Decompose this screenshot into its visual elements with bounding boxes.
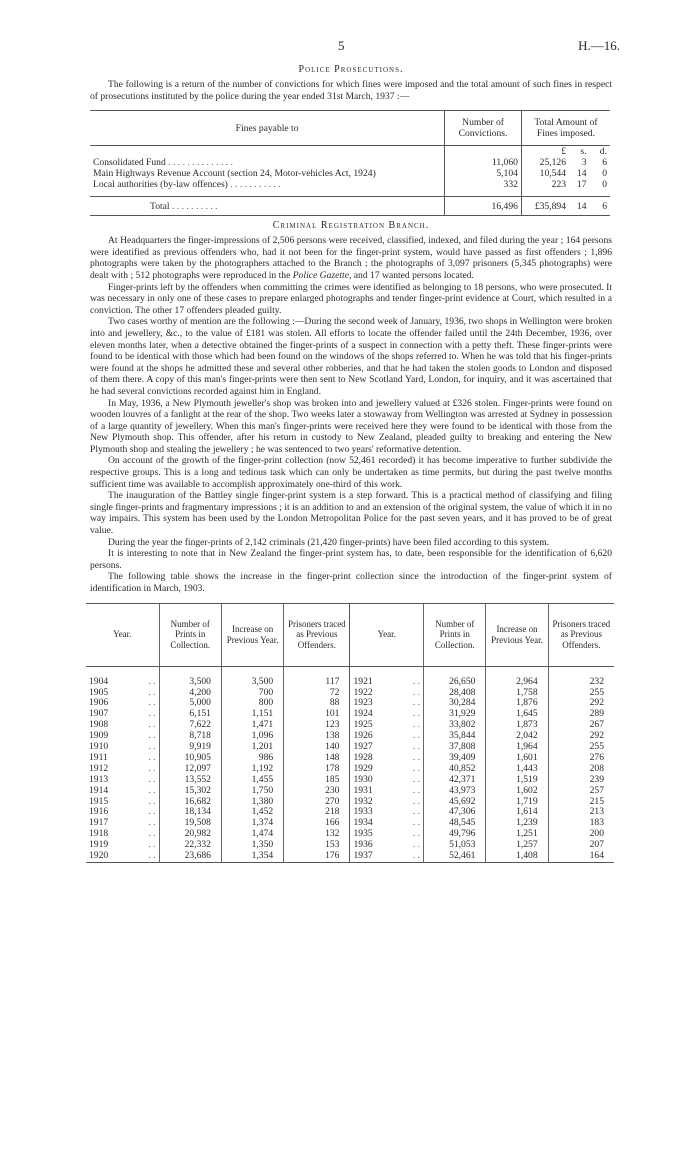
number-cell: 23,686 (159, 851, 221, 862)
increase-cell: 2,964 (486, 677, 548, 688)
pounds-unit: £ (521, 146, 569, 158)
number-cell: 51,053 (424, 840, 486, 851)
fines-row-pounds: 25,126 (521, 157, 569, 168)
leader-dots: . . (412, 806, 420, 818)
fines-total-row (90, 197, 610, 216)
increase-cell: 1,096 (221, 731, 283, 742)
number-cell: 5,000 (159, 698, 221, 709)
paragraph: On account of the growth of the finger-print collection (now 52,461 recorded) it has become imperative to further subdivide the respective groups. This is a long and tedious task which can only be undertaken as time permits, but during the past twelve months sufficient time was available to accomplish approximately one-third of this work. (90, 455, 612, 490)
paragraph-text: , and 17 wanted persons located. (348, 269, 474, 281)
number-cell: 15,302 (159, 786, 221, 797)
leader-dots: . . (148, 839, 156, 851)
increase-cell: 1,964 (486, 742, 548, 753)
traced-cell: 292 (548, 698, 614, 709)
paragraph: It is interesting to note that in New Zealand the finger-print system has, to date, been responsible for the identification of 6,620 persons. (90, 548, 612, 571)
number-cell: 13,552 (159, 775, 221, 786)
traced-cell: 140 (284, 742, 350, 753)
leader-dots: . . (412, 762, 420, 774)
number-cell: 3,500 (159, 677, 221, 688)
year-cell (350, 851, 424, 862)
traced-cell: 255 (548, 688, 614, 699)
police-prosecutions-intro: The following is a return of the number of convictions for which fines were imposed and the total amount of such fines in respect of prosecutions instituted by the police during the year ended 31st March, 1937 :— (90, 79, 612, 102)
traced-header: Prisoners traced as Previous Offenders. (284, 603, 350, 666)
number-cell: 18,134 (159, 807, 221, 818)
table-row (86, 786, 614, 797)
increase-cell: 1,601 (486, 753, 548, 764)
increase-cell: 1,758 (486, 688, 548, 699)
fines-row-convictions: 11,060 (445, 157, 522, 168)
year-value: 1908 (89, 719, 109, 731)
increase-cell: 1,452 (221, 807, 283, 818)
traced-cell: 208 (548, 764, 614, 775)
increase-cell: 1,408 (486, 851, 548, 862)
increase-cell: 1,374 (221, 818, 283, 829)
year-value: 1927 (353, 741, 373, 753)
leader-dots: . . (148, 719, 156, 731)
number-cell: 37,808 (424, 742, 486, 753)
fines-units-row (90, 146, 610, 158)
number-cell: 39,409 (424, 753, 486, 764)
traced-cell: 267 (548, 720, 614, 731)
increase-header: Increase on Previous Year. (221, 603, 283, 666)
increase-cell: 1,645 (486, 709, 548, 720)
leader-dots: . . (148, 741, 156, 753)
leader-dots: . . (412, 795, 420, 807)
leader-dots: . . (148, 828, 156, 840)
traced-cell: 215 (548, 797, 614, 808)
year-value: 1920 (89, 850, 109, 862)
document-reference: H.—16. (578, 38, 620, 53)
increase-cell: 1,239 (486, 818, 548, 829)
traced-cell: 270 (284, 797, 350, 808)
number-cell: 4,200 (159, 688, 221, 699)
document-page (89, 38, 620, 863)
increase-cell: 1,873 (486, 720, 548, 731)
traced-cell: 232 (548, 677, 614, 688)
fines-total-pounds: £35,894 (521, 197, 569, 216)
paragraph: Finger-prints left by the offenders when committing the crimes were identified as belonging to 18 persons, who were prosecuted. It was necessary in only one of these cases to prepare enlarged photographs and tender finger-print evidence at Court, which resulted in a conviction. The other 17 offenders pleaded guilty. (90, 281, 612, 316)
increase-cell: 1,380 (221, 797, 283, 808)
leader-dots: . . (148, 773, 156, 785)
year-value: 1916 (89, 806, 109, 818)
fines-row (90, 168, 610, 179)
leader-dots: . . (412, 686, 420, 698)
fines-row-shillings: 14 (576, 168, 587, 180)
year-value: 1910 (89, 741, 109, 753)
number-cell: 48,545 (424, 818, 486, 829)
year-value: 1913 (89, 773, 109, 785)
leader-dots: . . . . . . . . . . . . . . (168, 157, 233, 169)
traced-cell: 132 (284, 829, 350, 840)
year-value: 1929 (353, 762, 373, 774)
paragraph: In May, 1936, a New Plymouth jeweller's shop was broken into and jewellery valued at £326 stolen. Finger-prints were found on wooden louvres of a fanlight at the rear of the shop. Two weeks later a stowaway from Wellington was arrested at Sydney in possession of a large quantity of jewellery. When this man's finger-prints were received here they were found to be identical with those from the New Plymouth shop. This offender, after his return in custody to New Zealand, pleaded guilty to breaking and entering the New Plymouth shop and stealing the jewellery ; he was sentenced to two years' reformative detention. (90, 397, 612, 455)
traced-cell: 88 (284, 698, 350, 709)
paragraph (90, 235, 612, 281)
increase-cell: 1,443 (486, 764, 548, 775)
leader-dots: . . . . . . . . . . (171, 200, 218, 212)
paragraph: The inauguration of the Battley single finger-print system is a step forward. This is a practical method of classifying and filing single finger-prints and fragmentary impressions ; it is an addition to and an extension of the original system, the value of which it in no way impairs. This system has been used by the London Metropolitan Police for the past seven years, and it has proved to be of great value. (90, 490, 612, 537)
leader-dots: . . (412, 697, 420, 709)
leader-dots: . . (412, 828, 420, 840)
year-value: 1915 (89, 795, 109, 807)
traced-cell: 138 (284, 731, 350, 742)
traced-cell: 289 (548, 709, 614, 720)
number-cell: 16,682 (159, 797, 221, 808)
paragraph-text: At Headquarters the finger-impressions of 2,506 persons were received, classified, indexed, and filed during the year ; 164 persons were identified as previous offenders who, had it not been for the finger-print system, would have passed as first offenders ; 1,896 photographs were taken by the photographers attached to the Branch ; the photographs of 3,097 prisoners (5,345 photographs) were dealt with ; 512 photographs were reproduced in the (90, 235, 612, 281)
increase-cell: 1,151 (221, 709, 283, 720)
increase-cell: 986 (221, 753, 283, 764)
year-header: Year. (350, 603, 424, 666)
leader-dots: . . (412, 784, 420, 796)
traced-cell: 117 (284, 677, 350, 688)
traced-cell: 178 (284, 764, 350, 775)
shillings-unit: s. (580, 146, 587, 158)
fines-row-pounds: 223 (521, 179, 569, 190)
page-number: 5 (338, 38, 345, 53)
fines-row-shillings: 17 (576, 179, 587, 191)
fines-total-convictions: 16,496 (445, 197, 522, 216)
fines-total-label: Total (150, 200, 170, 212)
leader-dots: . . (412, 708, 420, 720)
leader-dots: . . (412, 741, 420, 753)
paragraph: During the year the finger-prints of 2,142 criminals (21,420 finger-prints) have been filed according to this system. (108, 536, 550, 548)
traced-cell: 148 (284, 753, 350, 764)
increase-cell: 1,192 (221, 764, 283, 775)
fines-payable-header: Fines payable to (90, 111, 445, 146)
number-cell: 26,650 (424, 677, 486, 688)
leader-dots: . . (148, 675, 156, 687)
year-value: 1905 (89, 686, 109, 698)
fines-row-pence: 6 (602, 157, 607, 169)
leader-dots: . . (148, 850, 156, 862)
fines-row-shillings: 3 (581, 157, 587, 169)
increase-cell: 1,474 (221, 829, 283, 840)
fines-total-shillings: 14 (569, 197, 589, 216)
leader-dots: . . (148, 795, 156, 807)
number-cell: 12,097 (159, 764, 221, 775)
traced-cell: 164 (548, 851, 614, 862)
fingerprint-collection-table (86, 603, 614, 863)
paragraph: The following table shows the increase in the finger-print collection since the introduction of the finger-print system of identification in March, 1903. (90, 571, 612, 594)
increase-cell: 700 (221, 688, 283, 699)
year-value: 1923 (353, 697, 373, 709)
traced-cell: 183 (548, 818, 614, 829)
traced-cell: 123 (284, 720, 350, 731)
increase-cell: 1,750 (221, 786, 283, 797)
leader-dots: . . (148, 762, 156, 774)
traced-cell: 153 (284, 840, 350, 851)
police-prosecutions-heading: Police Prosecutions. (298, 64, 404, 75)
fines-row (90, 157, 610, 168)
traced-cell: 166 (284, 818, 350, 829)
year-value: 1917 (89, 817, 109, 829)
number-cell: 33,802 (424, 720, 486, 731)
traced-cell: 213 (548, 807, 614, 818)
year-value: 1909 (89, 730, 109, 742)
traced-cell: 200 (548, 829, 614, 840)
year-header: Year. (86, 603, 159, 666)
traced-cell: 176 (284, 851, 350, 862)
year-value: 1934 (353, 817, 373, 829)
leader-dots: . . (148, 686, 156, 698)
leader-dots: . . (148, 697, 156, 709)
year-value: 1922 (353, 686, 373, 698)
year-value: 1928 (353, 751, 373, 763)
increase-cell: 3,500 (221, 677, 283, 688)
increase-cell: 1,257 (486, 840, 548, 851)
increase-cell: 1,354 (221, 851, 283, 862)
police-gazette-title: Police Gazette (292, 269, 349, 281)
number-cell: 31,929 (424, 709, 486, 720)
traced-cell: 72 (284, 688, 350, 699)
number-cell: 20,982 (159, 829, 221, 840)
number-cell: 43,973 (424, 786, 486, 797)
year-value: 1911 (89, 751, 108, 763)
year-value: 1914 (89, 784, 109, 796)
traced-cell: 276 (548, 753, 614, 764)
number-cell: 6,151 (159, 709, 221, 720)
traced-cell: 101 (284, 709, 350, 720)
fines-total-pence: 6 (590, 197, 611, 216)
fines-row-convictions: 332 (445, 179, 522, 190)
number-cell: 22,332 (159, 840, 221, 851)
total-amount-header: Total Amount of Fines imposed. (521, 111, 610, 146)
leader-dots: . . . . . . . . . . . (230, 179, 281, 191)
traced-cell: 255 (548, 742, 614, 753)
year-value: 1925 (353, 719, 373, 731)
traced-cell: 230 (284, 786, 350, 797)
year-value: 1906 (89, 697, 109, 709)
traced-cell: 239 (548, 775, 614, 786)
year-value: 1919 (89, 839, 109, 851)
number-cell: 35,844 (424, 731, 486, 742)
leader-dots: . . (412, 839, 420, 851)
increase-cell: 2,042 (486, 731, 548, 742)
year-value: 1937 (353, 850, 373, 862)
year-value: 1932 (353, 795, 373, 807)
traced-cell: 257 (548, 786, 614, 797)
number-cell: 52,461 (424, 851, 486, 862)
increase-cell: 1,614 (486, 807, 548, 818)
leader-dots: . . (412, 751, 420, 763)
year-value: 1935 (353, 828, 373, 840)
year-value: 1930 (353, 773, 373, 785)
year-value: 1907 (89, 708, 109, 720)
number-cell: 19,508 (159, 818, 221, 829)
table-row (86, 677, 614, 688)
year-value: 1921 (353, 675, 373, 687)
number-cell: 30,284 (424, 698, 486, 709)
year-cell (86, 851, 159, 862)
number-cell: 10,905 (159, 753, 221, 764)
increase-cell: 1,602 (486, 786, 548, 797)
leader-dots: . . (412, 730, 420, 742)
increase-cell: 800 (221, 698, 283, 709)
fines-row-label: Local authorities (by-law offences) (93, 179, 228, 191)
year-value: 1931 (353, 784, 373, 796)
increase-cell: 1,876 (486, 698, 548, 709)
increase-cell: 1,350 (221, 840, 283, 851)
traced-cell: 207 (548, 840, 614, 851)
increase-cell: 1,719 (486, 797, 548, 808)
fines-table (90, 110, 610, 216)
number-cell: 42,371 (424, 775, 486, 786)
convictions-header: Number of Convictions. (445, 111, 522, 146)
leader-dots: . . (412, 817, 420, 829)
number-cell: 49,796 (424, 829, 486, 840)
number-cell: 47,306 (424, 807, 486, 818)
number-cell: 40,852 (424, 764, 486, 775)
leader-dots: . . (148, 806, 156, 818)
fines-row-convictions: 5,104 (445, 168, 522, 179)
number-cell: 7,622 (159, 720, 221, 731)
number-cell: 45,692 (424, 797, 486, 808)
traced-cell: 185 (284, 775, 350, 786)
pence-unit: d. (599, 146, 607, 158)
increase-cell: 1,455 (221, 775, 283, 786)
increase-cell: 1,251 (486, 829, 548, 840)
traced-header: Prisoners traced as Previous Offenders. (548, 603, 614, 666)
year-value: 1926 (353, 730, 373, 742)
number-header: Number of Prints in Collection. (159, 603, 221, 666)
fines-row-pence: 0 (602, 179, 607, 191)
number-header: Number of Prints in Collection. (424, 603, 486, 666)
fines-row-pounds: 10,544 (521, 168, 569, 179)
leader-dots: . . (148, 751, 156, 763)
year-value: 1918 (89, 828, 109, 840)
leader-dots: . . (412, 773, 420, 785)
increase-cell: 1,201 (221, 742, 283, 753)
leader-dots: . . (148, 817, 156, 829)
paragraph: Two cases worthy of mention are the following :—During the second week of January, 1936, two shops in Wellington were broken into and jewellery, &c., to the value of £181 was stolen. All efforts to locate the offender failed until the 24th December, 1936, over eleven months later, when a detective obtained the finger-prints of a suspect in connection with a petty theft. These finger-prints were found to be identical with those which had been found on the windows of the shops referred to. When he was told that his finger-prints were found at the shops he admitted these and several other robberies, and that he had taken the stolen goods to London and disposed of them there. A copy of this man's finger-prints were then sent to New Scotland Yard, London, for inquiry, and it was ascertained that he had several convictions recorded against him in England. (90, 316, 612, 397)
number-cell: 8,718 (159, 731, 221, 742)
criminal-registration-heading: Criminal Registration Branch. (272, 220, 430, 232)
year-value: 1904 (89, 675, 109, 687)
number-cell: 28,408 (424, 688, 486, 699)
increase-cell: 1,471 (221, 720, 283, 731)
fines-row-label: Main Highways Revenue Account (section 24, Motor-vehicles Act, 1924) (93, 168, 376, 180)
leader-dots: . . (148, 784, 156, 796)
year-value: 1933 (353, 806, 373, 818)
table-row (86, 851, 614, 862)
year-value: 1924 (353, 708, 373, 720)
traced-cell: 292 (548, 731, 614, 742)
traced-cell: 218 (284, 807, 350, 818)
page-header (90, 38, 620, 60)
year-value: 1936 (353, 839, 373, 851)
increase-cell: 1,519 (486, 775, 548, 786)
fines-row (90, 179, 610, 190)
year-value: 1912 (89, 762, 109, 774)
increase-header: Increase on Previous Year. (486, 603, 548, 666)
leader-dots: . . (412, 719, 420, 731)
leader-dots: . . (412, 850, 420, 862)
leader-dots: . . (148, 730, 156, 742)
leader-dots: . . (412, 675, 420, 687)
leader-dots: . . (148, 708, 156, 720)
number-cell: 9,919 (159, 742, 221, 753)
fines-row-label: Consolidated Fund (93, 157, 166, 169)
fines-row-pence: 0 (602, 168, 607, 180)
